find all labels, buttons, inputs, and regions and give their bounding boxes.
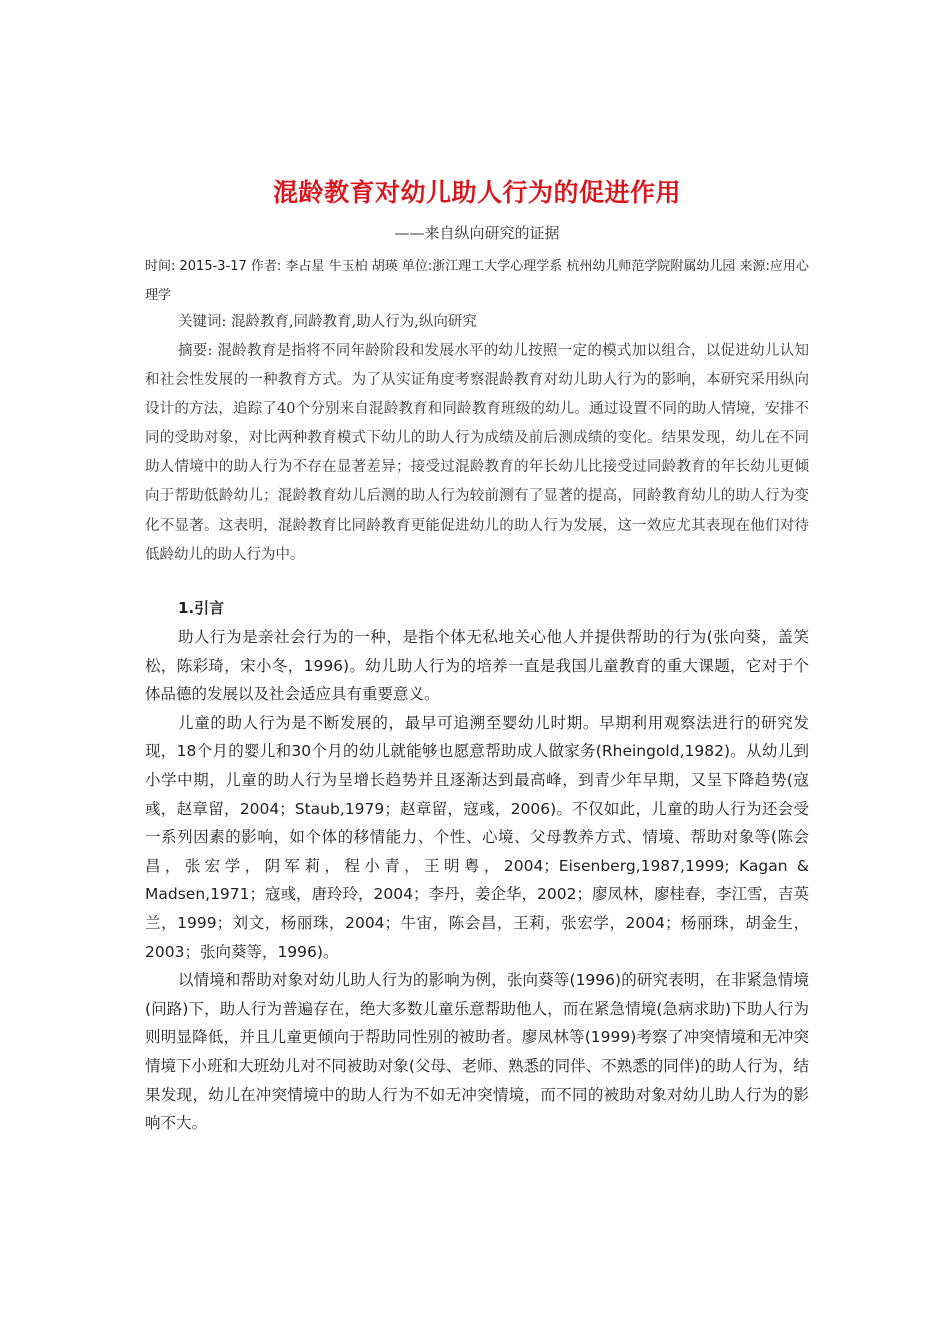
paragraph: 以情境和帮助对象对幼儿助人行为的影响为例，张向葵等(1996)的研究表明，在非紧急情境(问路)下，助人行为普遍存在，绝大多数儿童乐意帮助他人，而在紧急情境(急病求助)下助人行为则明显降低，并且儿童更倾向于帮助同性别的被助者。廖凤林等(1999)考察了冲突情境和无冲突情境下小班和大班幼儿对不同被助对象(父母、老师、熟悉的同伴、不熟悉的同伴)的助人行为，结果发现，幼儿在冲突情境中的助人行为不如无冲突情境，而不同的被助对象对幼儿助人行为的影响不大。 <box>145 971 809 1133</box>
section-heading: 1.引言 <box>178 599 225 617</box>
body-text <box>145 623 809 1138</box>
abstract: 摘要: 混龄教育是指将不同年龄阶段和发展水平的幼儿按照一定的模式加以组合，以促进幼儿认知和社会性发展的一种教育方式。为了从实证角度考察混龄教育对幼儿助人行为的影响，本研究采用纵向设计的方法，追踪了40个分别来自混龄教育和同龄教育班级的幼儿。通过设置不同的助人情境，安排不同的受助对象，对比两种教育模式下幼儿的助人行为成绩及前后测成绩的变化。结果发现，幼儿在不同助人情境中的助人行为不存在显著差异；接受过混龄教育的年长幼儿比接受过同龄教育的年长幼儿更倾向于帮助低龄幼儿；混龄教育幼儿后测的助人行为较前测有了显著的提高，同龄教育幼儿的助人行为变化不显著。这表明，混龄教育比同龄教育更能促进幼儿的助人行为发展，这一效应尤其表现在他们对待低龄幼儿的助人行为中。 <box>145 343 809 563</box>
article-meta: 时间: 2015-3-17 作者: 李占星 牛玉柏 胡瑛 单位:浙江理工大学心理学系 杭州幼儿师范学院附属幼儿园 来源:应用心理学 <box>145 259 809 303</box>
paragraph: 助人行为是亲社会行为的一种，是指个体无私地关心他人并提供帮助的行为(张向葵，盖笑松，陈彩琦，宋小冬，1996)。幼儿助人行为的培养一直是我国儿童教育的重大课题，它对于个体品德的发展以及社会适应具有重要意义。 <box>145 628 809 704</box>
article-subtitle: ——来自纵向研究的证据 <box>394 224 560 242</box>
paragraph: 儿童的助人行为是不断发展的，最早可追溯至婴幼儿时期。早期利用观察法进行的研究发现，18个月的婴儿和30个月的幼儿就能够也愿意帮助成人做家务(Rheingold,1982)。从幼儿到小学中期，儿童的助人行为呈增长趋势并且逐渐达到最高峰，到青少年早期，又呈下降趋势(寇彧，赵章留，2004；Staub,1979；赵章留，寇彧，2006)。不仅如此，儿童的助人行为还会受一系列因素的影响，如个体的移情能力、个性、心境、父母教养方式、情境、帮助对象等(陈会昌，张宏学，阴军莉，程小青，王明粤，2004；Eisenberg,1987,1999; Kagan & Madsen,1971；寇彧，唐玲玲，2004；李丹，姜企华，2002；廖凤林，廖桂春，李江雪，吉英兰，1999；刘文，杨丽珠，2004；牛宙，陈会昌，王莉，张宏学，2004；杨丽珠，胡金生，2003；张向葵等，1996)。 <box>145 713 809 961</box>
keywords: 关键词: 混龄教育,同龄教育,助人行为,纵向研究 <box>178 314 477 330</box>
article-title: 混龄教育对幼儿助人行为的促进作用 <box>272 178 681 207</box>
